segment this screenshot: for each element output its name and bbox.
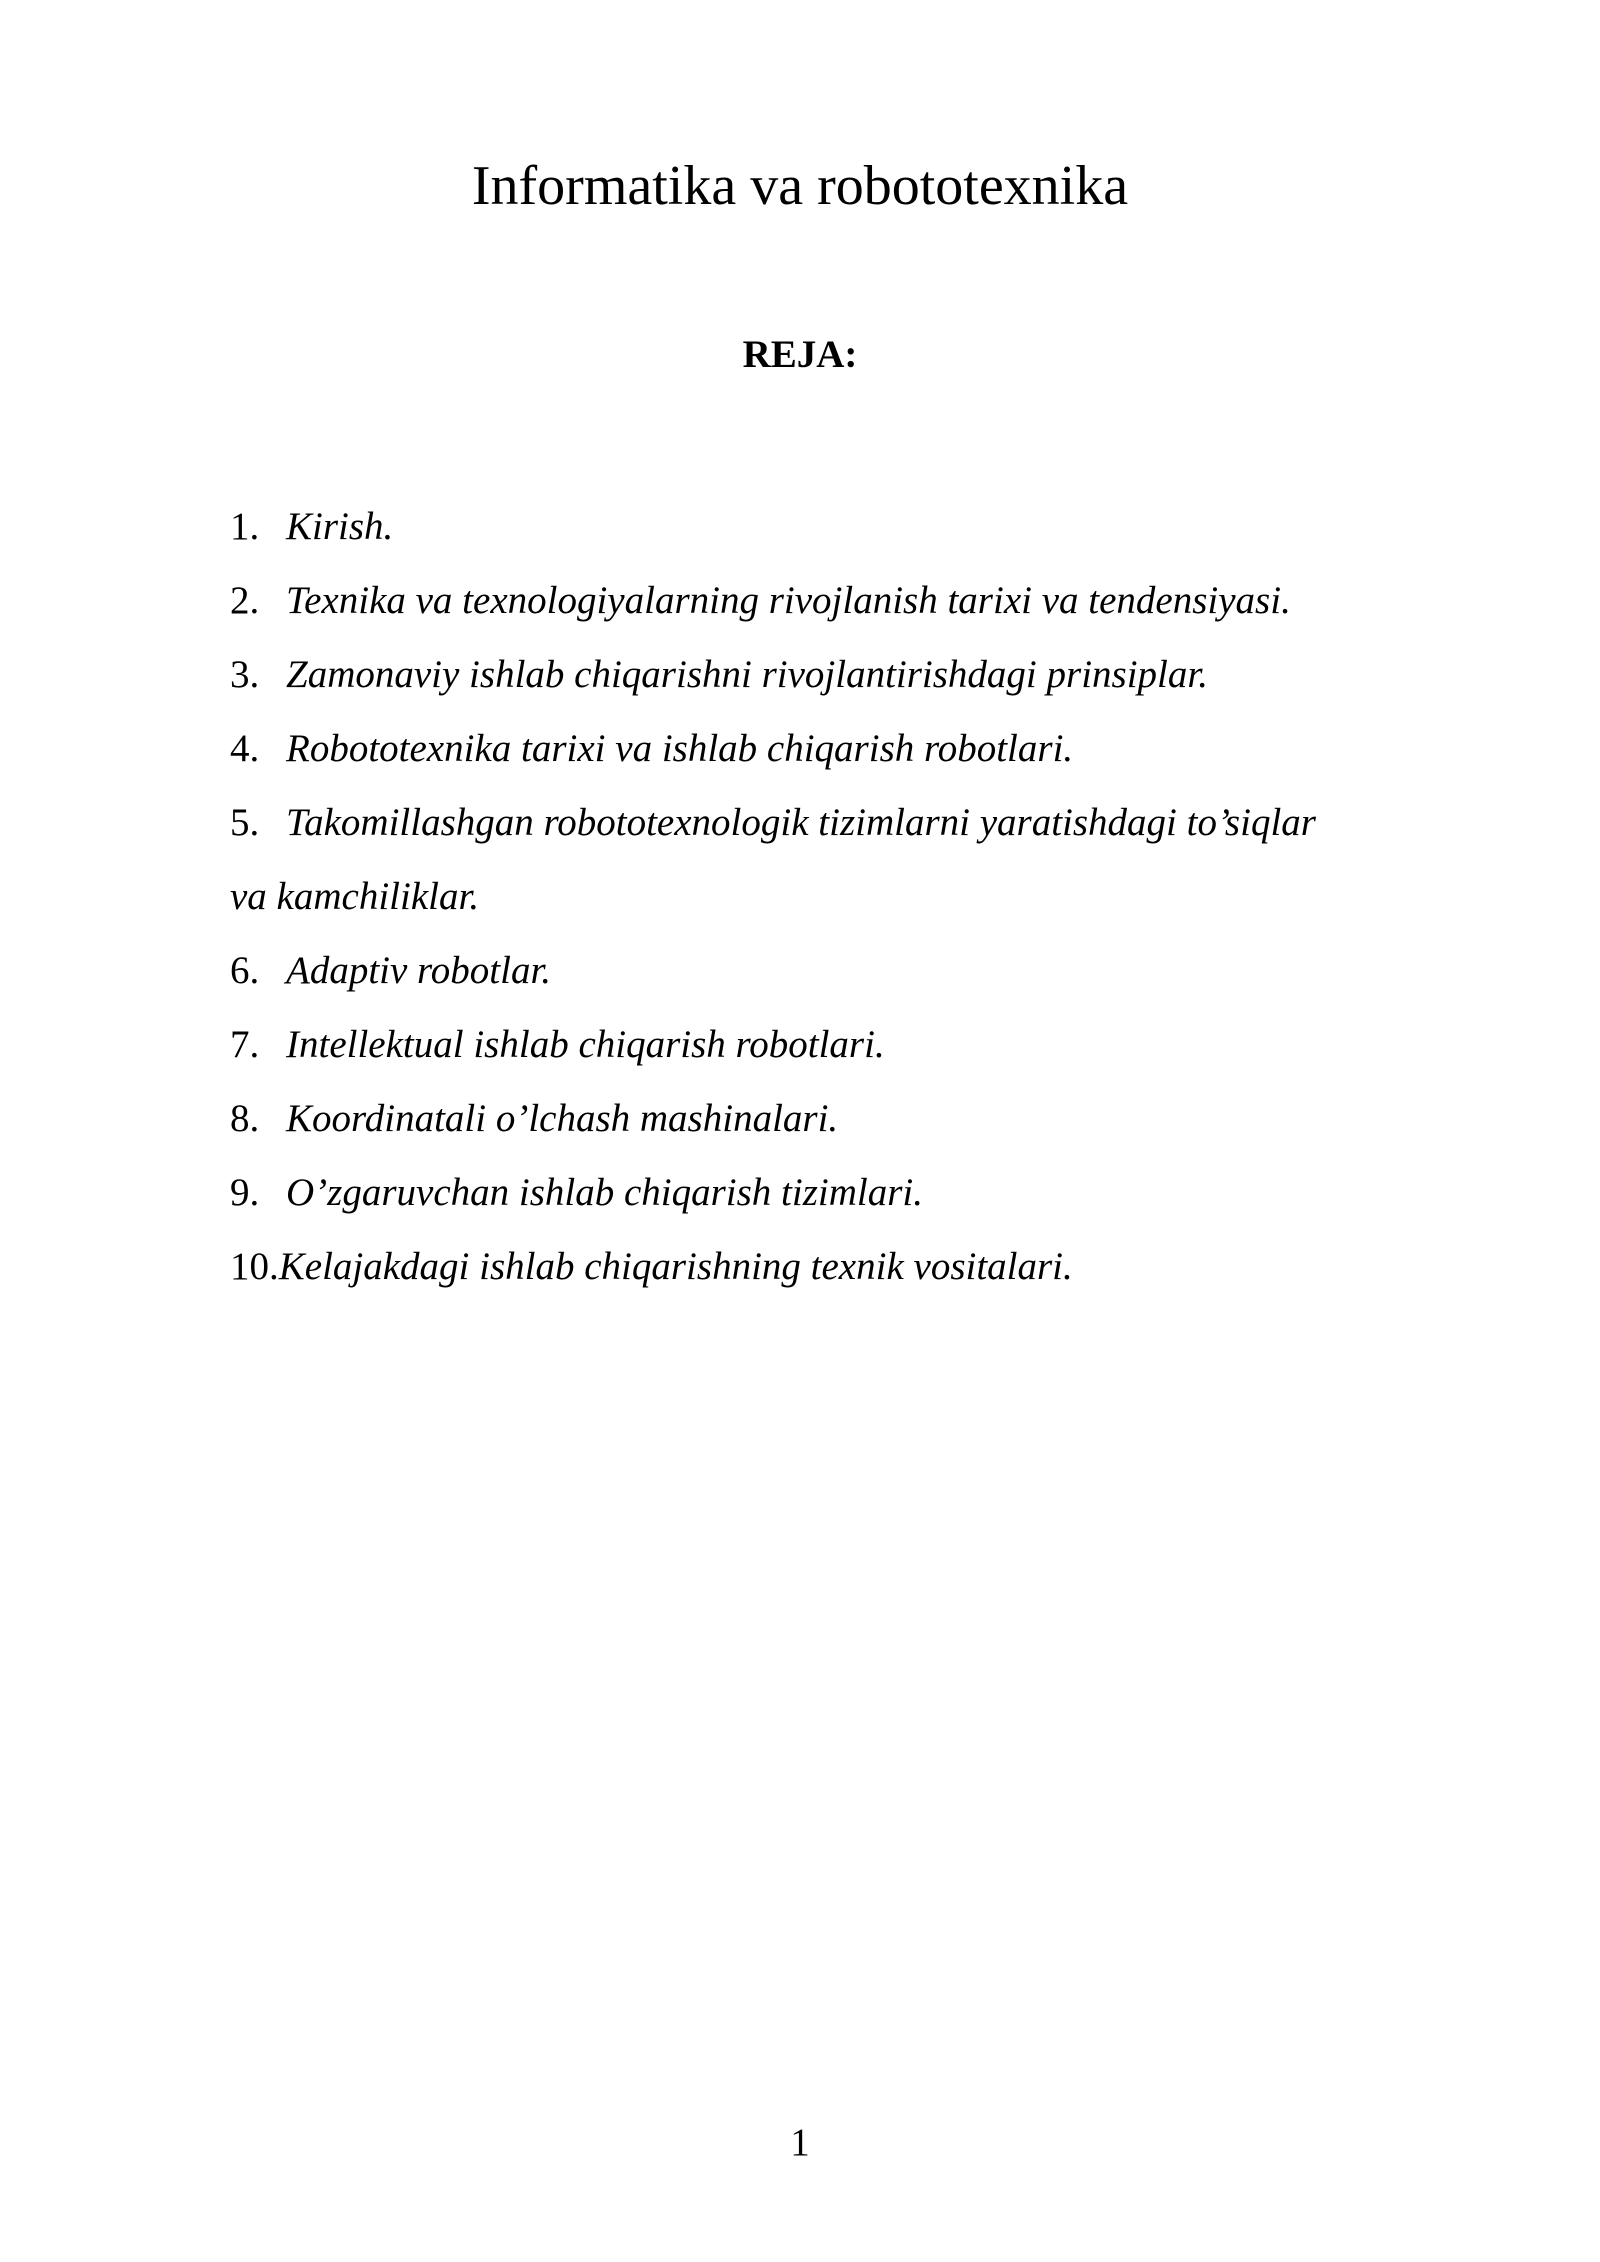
plan-item-number: 2.: [230, 579, 260, 622]
plan-item-number: 10.: [230, 1245, 279, 1288]
plan-item-text: Zamonaviy ishlab chiqarishni rivojlantirishdagi prinsiplar.: [286, 653, 1208, 696]
plan-item: [230, 564, 1450, 638]
document-title: Informatika va robototexnika: [471, 155, 1129, 217]
plan-item-continuation: va kamchiliklar.: [230, 875, 480, 918]
plan-item-number: 7.: [230, 1023, 260, 1066]
plan-heading: REJA:: [742, 333, 858, 376]
plan-item-number: 6.: [230, 949, 260, 992]
plan-item-text: Texnika va texnologiyalarning rivojlanish tarixi va tendensiyasi.: [286, 579, 1291, 622]
plan-item-number: 9.: [230, 1171, 260, 1214]
plan-item-number: 5.: [230, 801, 260, 844]
plan-item-text: Adaptiv robotlar.: [286, 949, 552, 992]
plan-item-number: 8.: [230, 1097, 260, 1140]
plan-item: [230, 786, 1450, 934]
plan-item: [230, 1156, 1450, 1230]
plan-item: [230, 934, 1450, 1008]
plan-item-text: Kelajakdagi ishlab chiqarishning texnik vositalari.: [278, 1245, 1073, 1288]
plan-item-text: O’zgaruvchan ishlab chiqarish tizimlari.: [286, 1171, 924, 1214]
plan-item-number: 4.: [230, 727, 260, 770]
plan-item: [230, 1082, 1450, 1156]
plan-item-number: 1.: [230, 505, 260, 548]
page-number: 1: [790, 2121, 810, 2164]
plan-item-text: Takomillashgan robototexnologik tizimlarni yaratishdagi to’siqlar: [286, 801, 1316, 844]
plan-list: [230, 490, 1450, 1304]
plan-item-text: Robototexnika tarixi va ishlab chiqarish robotlari.: [286, 727, 1074, 770]
plan-item: [230, 712, 1450, 786]
plan-item-text: Intellektual ishlab chiqarish robotlari.: [286, 1023, 885, 1066]
plan-item: [230, 638, 1450, 712]
plan-item: [230, 1008, 1450, 1082]
plan-item-text: Kirish.: [286, 505, 394, 548]
plan-item-text: Koordinatali o’lchash mashinalari.: [286, 1097, 839, 1140]
plan-item: [230, 1230, 1450, 1304]
plan-item-number: 3.: [230, 653, 260, 696]
plan-item: [230, 490, 1450, 564]
